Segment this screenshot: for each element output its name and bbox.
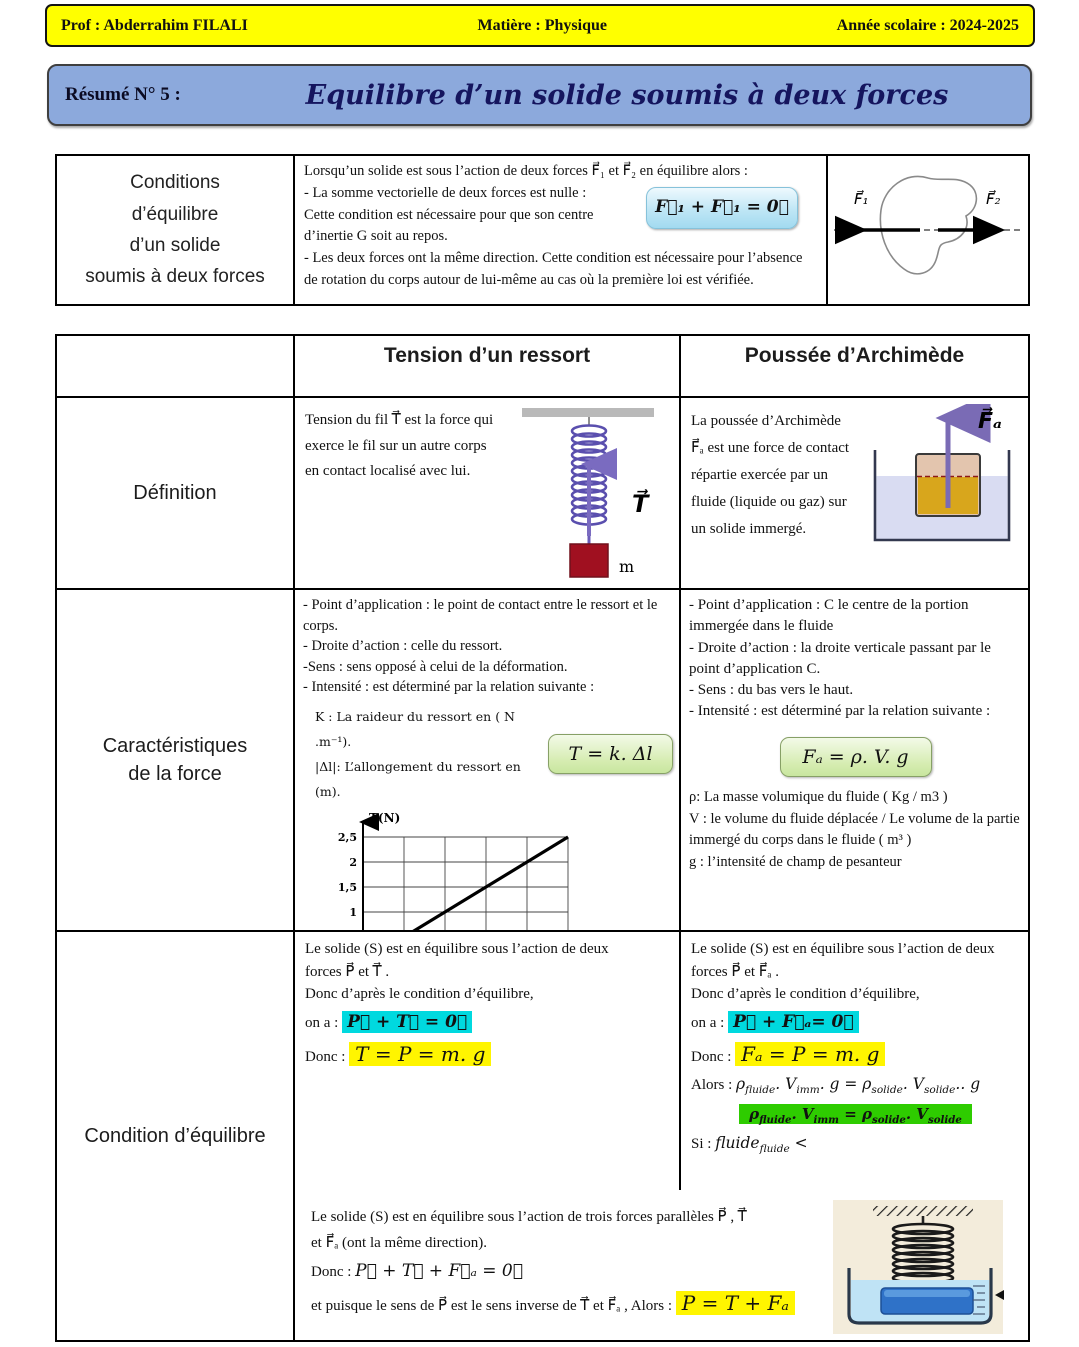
t-vs-dl-line bbox=[363, 837, 568, 932]
svg-text:2,5: 2,5 bbox=[337, 830, 357, 844]
buoyancy-vector-label: F⃗ₐ bbox=[978, 408, 1003, 434]
gravity-note: g : l’intensité de champ de pesanteur bbox=[689, 854, 902, 871]
definition-tension-cell bbox=[295, 398, 681, 590]
svg-text:1,5: 1,5 bbox=[337, 880, 357, 894]
tension-definition-text: Tension du fil T⃗ est la force qui exerce le fil sur un autre corps en contact localisé avec lui. bbox=[305, 412, 494, 479]
sum-forces-formula-box: F⃗₁ + F⃗₁ = 0⃗ bbox=[646, 187, 798, 229]
row-label-definition: Définition bbox=[57, 398, 295, 590]
conditions-intro: Lorsqu’un solide est sous l’action de deux forces F⃗₁ et F⃗₂ en équilibre alors : bbox=[304, 163, 748, 179]
conditions-bullet2: - Les deux forces ont la même direction. Cette condition est nécessaire pour l’absence de rotation du corps autour de lui-même au cas où la première loi est vérifiée. bbox=[304, 250, 803, 288]
ceiling-bar bbox=[522, 408, 654, 417]
forces-comparison-table bbox=[55, 334, 1030, 1342]
elongation-note: |Δl|: L’allongement du ressort en (m). bbox=[315, 758, 521, 799]
professor-name: Prof : Abderrahim FILALI bbox=[61, 16, 248, 34]
conditions-row-label: Conditions d’équilibre d’un solide soumis à deux forces bbox=[57, 156, 295, 304]
conditions-body bbox=[295, 156, 1028, 304]
conditions-bullet1: - La somme vectorielle de deux forces est nulle : bbox=[304, 184, 587, 201]
condition-tension-cell: Le solide (S) est en équilibre sous l’action de deux forces P⃗ et T⃗ . Donc d’après le condition d’équilibre, on a : P⃗ + T⃗ = 0⃗ Donc : T = P = m. g bbox=[295, 932, 681, 1190]
three-forces-vector-equation: P⃗ + T⃗ + F⃗ₐ = 0⃗ bbox=[355, 1260, 523, 1281]
column-header-tension: Tension d’un ressort bbox=[295, 336, 681, 398]
definition-archimede-cell bbox=[681, 398, 1028, 590]
svg-text:2: 2 bbox=[349, 855, 357, 869]
column-header-archimede: Poussée d’Archimède bbox=[681, 336, 1028, 398]
tension-scalar-equation: T = P = m. g bbox=[349, 1042, 491, 1066]
archimede-definition-text: La poussée d’Archimède F⃗ₐ est une force de contact répartie exercée par un fluide (liquide ou gaz) sur un solide immergé. bbox=[691, 413, 850, 537]
three-forces-section: Le solide (S) est en équilibre sous l’action de trois forces parallèles P⃗ , T⃗ et F⃗ₐ (ont la même direction). Donc : P⃗ + T⃗ + F⃗ₐ = 0⃗ et puisque le sens de P⃗ est le sens inverse de T⃗ et F⃗ₐ , Alors : P = T + Fₐ bbox=[295, 1190, 1028, 1340]
conditions-line3: d’inertie G soit au repos. bbox=[304, 228, 448, 245]
row-label-caracteristiques: Caractéristiques de la force bbox=[57, 590, 295, 932]
hatched-ceiling bbox=[873, 1206, 973, 1216]
density-comparison: fluide$_{fluide}$ < bbox=[715, 1134, 808, 1156]
force-f1-label: F⃗₁ bbox=[854, 190, 869, 208]
school-year: Année scolaire : 2024-2025 bbox=[836, 16, 1019, 34]
tension-vector-label: T⃗ bbox=[632, 489, 649, 518]
volume-note: V : le volume du fluide déplacée / Le volume de la partie immergé du corps dans le fluide ( m³ ) bbox=[689, 810, 1020, 849]
y-axis-label: T(N) bbox=[369, 810, 401, 825]
archimede-formula-box: Fₐ = ρ. V. g bbox=[780, 737, 932, 777]
archimede-vector-equation: P⃗ + F⃗ₐ= 0⃗ bbox=[728, 1011, 858, 1033]
density-equation-highlighted: $\rho_{fluide}$. $V_{imm} = \rho_{solide}$. $V_{solide}$ bbox=[739, 1104, 972, 1124]
hanging-mass bbox=[570, 544, 608, 577]
spring-constant-note: K : La raideur du ressort en ( N .m⁻¹). bbox=[315, 708, 515, 749]
page-title: Equilibre d’un solide soumis à deux forces bbox=[305, 79, 949, 111]
density-equation: $\rho_{fluide}$. $V_{imm}$. $g = \rho_{solide}$. $V_{solide}$.. g bbox=[736, 1075, 981, 1097]
subject-label: Matière : Physique bbox=[477, 16, 607, 34]
tension-vector-equation: P⃗ + T⃗ = 0⃗ bbox=[342, 1011, 472, 1033]
caracteristiques-tension-cell: - Point d’application : le point de contact entre le ressort et le corps. - Droite d’action : celle du ressort. -Sens : sens opposé à celui de la déformation. - Intensité : est déterminé par la relation suivante : K : La raideur du ressort en ( N .m⁻¹). |Δl|: L’allongement du ressort en (m). T = k. Δl T(N) 1 1,5 2 2,5 bbox=[295, 590, 681, 932]
rho-note: ρ: La masse volumique du fluide ( Kg / m3 ) bbox=[689, 788, 948, 805]
row-label-condition: Condition d’équilibre bbox=[57, 932, 295, 1340]
spring-mass-figure bbox=[504, 402, 679, 588]
graph-grid bbox=[363, 837, 568, 932]
condition-content bbox=[295, 932, 1028, 1340]
spring-block-water-figure bbox=[833, 1200, 1009, 1334]
document-header-bar bbox=[45, 4, 1035, 47]
title-bar bbox=[47, 64, 1032, 126]
tension-formula-box: T = k. Δl bbox=[548, 734, 673, 774]
three-forces-scalar-equation: P = T + Fₐ bbox=[676, 1291, 795, 1315]
mass-label: m bbox=[619, 557, 635, 576]
resume-number: Résumé N° 5 : bbox=[65, 84, 181, 105]
two-forces-blob-diagram bbox=[826, 156, 1028, 304]
condition-archimede-cell: Le solide (S) est en équilibre sous l’action de deux forces P⃗ et F⃗ₐ . Donc d’après le condition d’équilibre, on a : P⃗ + F⃗ₐ= 0⃗ Donc : Fₐ = P = m. g Alors : $\rho_{fluide}$. $V_{imm}$. $g = \rho_{solide}$. $V_{solide}$.. g $\rho_{fluide}$. $V_{imm} = \rho_{solide}$. $V_{solide}$ Si : fluide$_{fluide}$ < bbox=[691, 941, 995, 1156]
archimede-scalar-equation: Fₐ = P = m. g bbox=[735, 1042, 885, 1066]
solid-blob-outline bbox=[880, 176, 976, 273]
caracteristiques-archimede-cell: - Point d’application : C le centre de la portion immergée dans le fluide - Droite d’action : la droite verticale passant par le point d’application C. - Sens : du bas vers le haut. - Intensité : est déterminé par la relation suivante : Fₐ = ρ. V. g ρ: La masse volumique du fluide ( Kg / m3 ) V : le volume du fluide déplacée / Le volume de la partie immergé du corps dans le fluide ( m³ ) g : l’intensité de champ de pesanteur bbox=[681, 590, 1028, 932]
header-empty-cell bbox=[57, 336, 295, 398]
y-tick-labels bbox=[338, 831, 357, 932]
tension-elongation-graph bbox=[321, 810, 673, 932]
conditions-table bbox=[55, 154, 1030, 306]
svg-text:1: 1 bbox=[349, 905, 357, 919]
conditions-line2: Cette condition est nécessaire pour que son centre bbox=[304, 206, 594, 223]
force-f2-label: F⃗₂ bbox=[986, 190, 1001, 208]
buoyancy-figure bbox=[860, 404, 1028, 588]
